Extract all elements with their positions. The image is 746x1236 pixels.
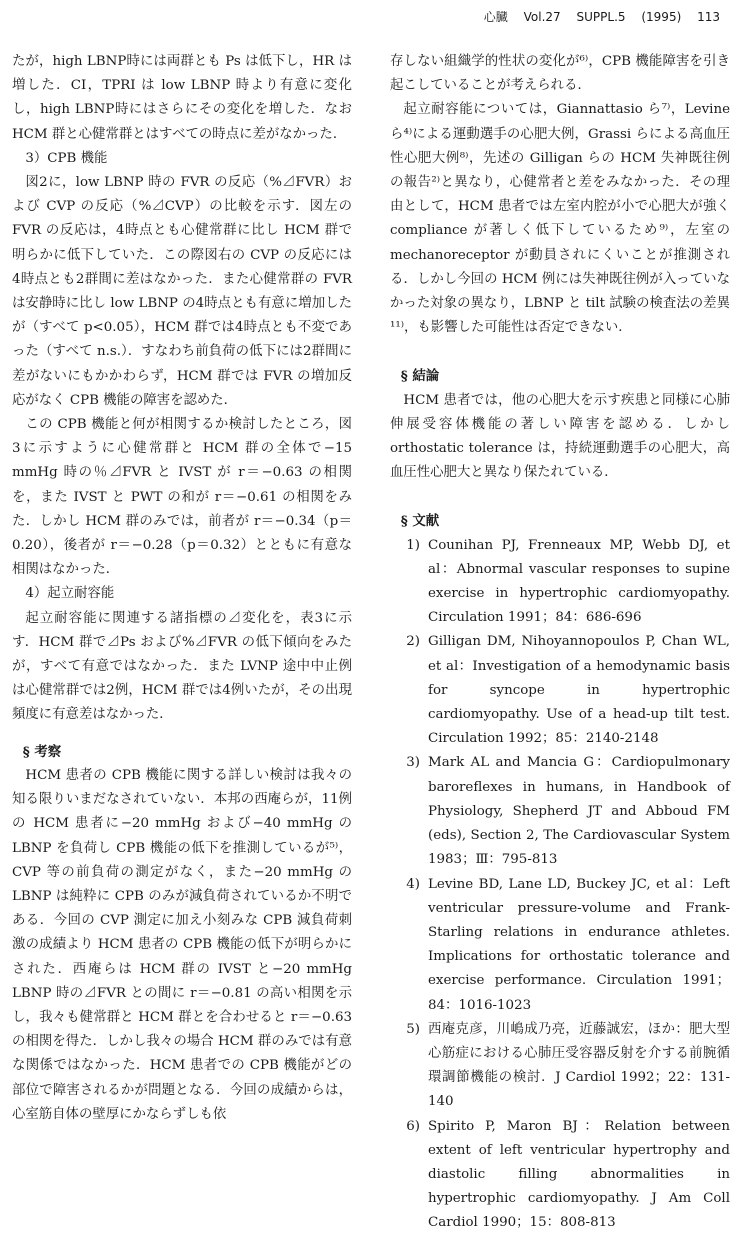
- reference-item: [390, 1018, 730, 1115]
- right-column: [390, 50, 730, 1236]
- supplement: SUPPL.5: [576, 10, 626, 24]
- reference-list: [390, 534, 730, 1236]
- reference-number: 1): [406, 537, 420, 553]
- paragraph: 起立耐容能については，Giannattasio ら⁷⁾，Levine ら⁴⁾による運動選手の心肥大例，Grassi らによる高血圧性心肥大例⁸⁾，先述の Gilligan らの HCM 失神既往例の報告²⁾と異なり，心健常者と差をみなかった．その理由として，HCM 患者では左室内腔が小で心肥大が強く compliance が著しく低下しているため⁹⁾，左室の mechanoreceptor が動員されにくいことが推測される．しかし今回の HCM 例には失神既往例が入っていなかった対象の異なり，LBNP と tilt 試験の検査法の差異¹¹⁾，も影響した可能性は否定できない．: [390, 102, 730, 336]
- reference-item: [390, 630, 730, 751]
- paragraph: 存しない組織学的性状の変化が⁶⁾，CPB 機能障害を引き起こしていることが考えられる．: [390, 54, 730, 94]
- section-heading-references: § 文献: [400, 513, 440, 530]
- reference-text: Counihan PJ, Frenneaux MP, Webb DJ, et al：Abnormal vascular responses to supine exercise in hypertrophic cardiomyopathy. Circulation 1991；84：686-696: [428, 537, 730, 626]
- reference-item: [390, 873, 730, 1018]
- paragraph: この CPB 機能と何が相関するか検討したところ，図3に示すように心健常群と HCM 群の全体で−15 mmHg 時の％⊿FVR と IVST が r＝−0.63 の相関を，また IVST と PWT の和が r＝−0.61 の相関をみた．しかし HCM 群のみでは，前者が r＝−0.34（p＝0.20），後者が r＝−0.28（p＝0.32）とともに有意な相関はなかった．: [12, 417, 352, 578]
- paragraph: たが，high LBNP時には両群とも Ps は低下し，HR は増した．CI，TPRI は low LBNP 時より有意に変化し，high LBNP時にはさらにその変化を増した．なお HCM 群と心健常群とはすべての時点に差がなかった．: [12, 54, 352, 142]
- paragraph: HCM 患者では，他の心肥大を示す疾患と同様に心肺伸展受容体機能の著しい障害を認める．しかし orthostatic tolerance は，持続運動選手の心肥大，高血圧性心肥大と異なり保たれている．: [390, 392, 730, 481]
- year: (1995): [641, 10, 682, 24]
- running-header: [472, 8, 720, 25]
- paragraph: 図2に，low LBNP 時の FVR の反応（%⊿FVR）および CVP の反応（%⊿CVP）の比較を示す．図左の FVR の反応は，4時点とも心健常群に比し HCM 群で明らかに低下していた．この際図右の CVP の反応には4時点とも2群間に差はなかった．また心健常群の FVR は安静時に比し low LBNP の4時点とも有意に増加したが（すべて p<0.05），HCM 群では4時点とも不変であった（すべて n.s.）．すなわち前負荷の低下には2群間に差がないにもかかわらず，HCM 群では FVR の増加反応がなく CPB 機能の障害を認めた．: [12, 175, 352, 408]
- paragraph: 起立耐容能に関連する諸指標の⊿変化を，表3に示す．HCM 群で⊿Ps および%⊿FVR の低下傾向をみたが，すべて有意ではなかった．また LVNP 途中中止例は心健常群では2例，HCM 群では4例いたが，その出現頻度に有意差はなかった．: [12, 610, 352, 723]
- reference-text: 西庵克彦，川嶋成乃亮，近藤誠宏，ほか：肥大型心筋症における心肺圧受容器反射を介する前腕循環調節機能の検討．J Cardiol 1992；22：131-140: [428, 1021, 730, 1110]
- subheading-cpb: 3）CPB 機能: [25, 150, 108, 166]
- reference-item: [390, 751, 730, 872]
- page-number: 113: [697, 10, 720, 24]
- reference-text: Spirito P, Maron BJ：Relation between extent of left ventricular hypertrophy and diastolic filling abnormalities in hypertrophic cardiomyopathy. J Am Coll Cardiol 1990；15：808-813: [428, 1118, 730, 1231]
- section-heading-conclusion: § 結論: [400, 368, 440, 385]
- reference-item: [390, 534, 730, 631]
- reference-text: Levine BD, Lane LD, Buckey JC, et al：Left ventricular pressure-volume and Frank-Starling relations in endurance athletes. Implications for orthostatic tolerance and exercise performance. Circulation 1991；84：1016-1023: [428, 876, 730, 1013]
- reference-number: 2): [406, 634, 420, 650]
- paragraph: HCM 患者の CPB 機能に関する詳しい検討は我々の知る限りいまだなされていない．本邦の西庵らが，11例の HCM 患者に−20 mmHg および−40 mmHg の LBNP を負荷し CPB 機能の低下を推測しているが⁵⁾，CVP 等の前負荷の測定がなく，また−20 mmHg の LBNP は純粋に CPB のみが減負荷されているか不明である．今回の CVP 測定に加え小刻みな CPB 減負荷刺激の成績より HCM 患者の CPB 機能の低下が明らかにされた．西庵らは HCM 群の IVST と−20 mmHg LBNP 時の⊿FVR との間に r＝−0.81 の高い相関を示し，我々も健常群と HCM 群とを合わせると r＝−0.63 の相関を得た．しかし我々の場合 HCM 群のみでは有意な関係ではなかった．HCM 患者での CPB 機能がどの部位で障害されるかが問題となる．今回の成績からは，心室筋自体の壁厚にかならずしも依: [12, 767, 352, 1122]
- left-column: [12, 50, 352, 1127]
- reference-number: 3): [406, 755, 420, 771]
- volume: Vol.27: [523, 10, 561, 24]
- reference-number: 6): [406, 1118, 420, 1134]
- section-heading-discussion: § 考察: [22, 743, 62, 760]
- subheading-orthostatic: 4）起立耐容能: [25, 586, 115, 602]
- reference-text: Mark AL and Mancia G：Cardiopulmonary baroreflexes in humans, in Handbook of Physiology, Shepherd JT and Abboud FM (eds), Section 2, The Cardiovascular System 1983；Ⅲ：795-813: [428, 755, 730, 868]
- reference-number: 4): [406, 876, 420, 892]
- reference-number: 5): [406, 1021, 420, 1037]
- reference-text: Gilligan DM, Nihoyannopoulos P, Chan WL, et al：Investigation of a hemodynamic basis for syncope in hypertrophic cardiomyopathy. Use of a head-up tilt test. Circulation 1992；85：2140-2148: [428, 634, 730, 747]
- reference-item: [390, 1115, 730, 1236]
- journal-name: 心臓: [483, 10, 508, 24]
